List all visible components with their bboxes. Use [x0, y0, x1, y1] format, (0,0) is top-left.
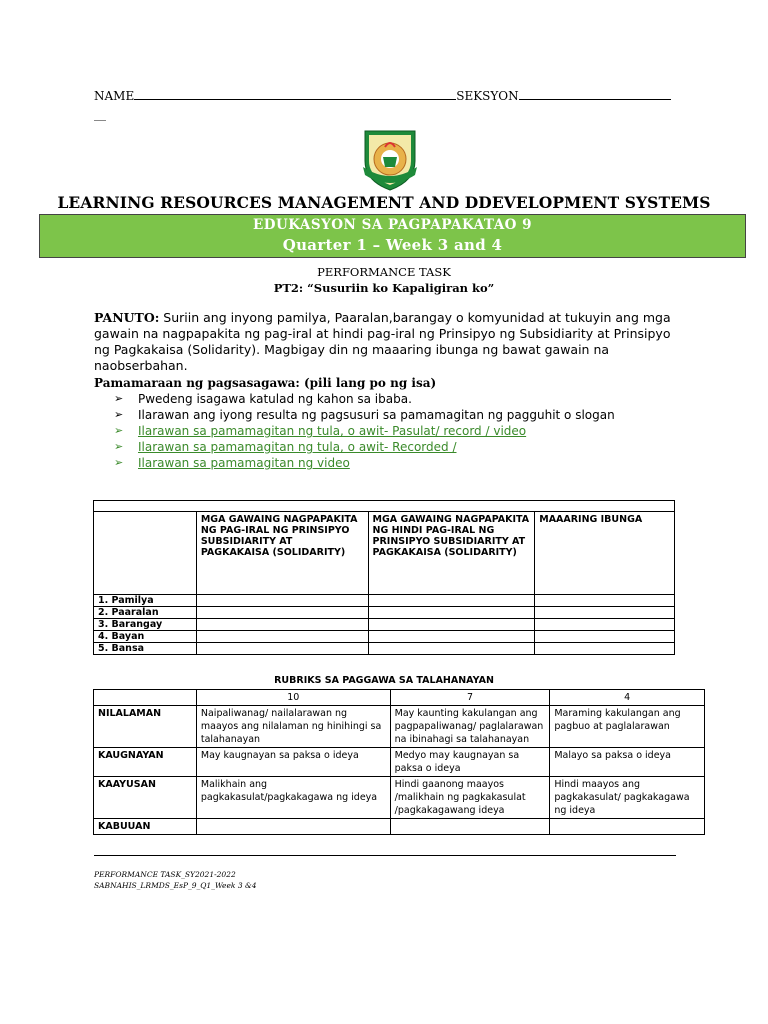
seksyon-label: SEKSYON	[456, 89, 519, 103]
activity-table	[93, 500, 675, 655]
table-cell[interactable]	[196, 819, 390, 835]
row-label: 1. Pamilya	[94, 595, 197, 607]
footer-line-1: PERFORMANCE TASK_SY2021-2022	[94, 870, 236, 879]
table-header-cell: MAAARING IBUNGA	[535, 512, 675, 595]
footer-divider	[94, 855, 676, 856]
instructions-text: Suriin ang inyong pamilya, Paaralan,barangay o komyunidad at tukuyin ang mga gawain na nagpapakita ng pag-iral at hindi pag-iral ng Prinsipyo ng Subsidiarity at Prinsipyo ng Pagkakaisa (Solidarity). Magbigay din ng maaaring ibunga ng bawat gawain na naobserbahan.	[94, 310, 671, 373]
criterion-label: KABUUAN	[94, 819, 197, 835]
procedure-heading: Pamamaraan ng pagsasagawa: (pili lang po ng isa)	[94, 376, 437, 390]
task-title: PERFORMANCE TASK	[317, 265, 451, 279]
table-cell[interactable]	[550, 819, 705, 835]
quarter-title: Quarter 1 – Week 3 and 4	[282, 236, 503, 254]
criterion-label: KAAYUSAN	[94, 777, 197, 819]
list-item-link[interactable]: Ilarawan sa pamamagitan ng tula, o awit- Pasulat/ record / video	[138, 424, 527, 438]
table-cell[interactable]	[196, 595, 368, 607]
arrow-bullet-icon: ➢	[114, 440, 124, 453]
table-cell[interactable]	[535, 631, 675, 643]
instructions-label: PANUTO:	[94, 310, 160, 325]
list-item	[114, 407, 674, 423]
name-blank[interactable]	[134, 89, 456, 100]
row-label: 2. Paaralan	[94, 607, 197, 619]
name-label: NAME	[94, 89, 135, 103]
table-cell[interactable]	[196, 607, 368, 619]
footer	[94, 869, 256, 891]
table-header-cell: MGA GAWAING NAGPAPAKITA NG PAG-IRAL NG PRINSIPYO SUBSIDIARITY AT PAGKAKAISA (SOLIDARITY)	[196, 512, 368, 595]
list-item[interactable]	[114, 455, 674, 471]
row-label: 4. Bayan	[94, 631, 197, 643]
instructions	[94, 310, 684, 374]
table-row	[94, 706, 705, 748]
arrow-bullet-icon: ➢	[114, 456, 124, 469]
score-header-cell: 7	[390, 690, 550, 706]
seksyon-continuation: __	[94, 107, 106, 121]
arrow-bullet-icon: ➢	[114, 392, 124, 405]
list-item-link[interactable]: Ilarawan sa pamamagitan ng video	[138, 456, 350, 470]
table-cell[interactable]	[368, 619, 535, 631]
table-cell[interactable]	[196, 619, 368, 631]
score-header-row	[94, 690, 705, 706]
footer-line-2: SABNAHIS_LRMDS_EsP_9_Q1_Week 3 &4	[94, 881, 257, 890]
school-seal-icon	[357, 127, 423, 193]
table-header-row	[94, 512, 675, 595]
table-top-row	[94, 501, 675, 512]
list-item-text: Pwedeng isagawa katulad ng kahon sa ibaba.	[138, 392, 412, 406]
table-cell: Medyo may kaugnayan sa paksa o ideya	[390, 748, 550, 777]
table-cell[interactable]	[535, 607, 675, 619]
task-subtitle: PT2: “Susuriin ko Kapaligiran ko”	[273, 281, 495, 295]
list-item-text: Ilarawan ang iyong resulta ng pagsusuri sa pamamagitan ng pagguhit o slogan	[138, 408, 615, 422]
table-row	[94, 631, 675, 643]
table-cell[interactable]	[535, 595, 675, 607]
table-cell[interactable]	[535, 619, 675, 631]
table-row	[94, 643, 675, 655]
table-row	[94, 777, 705, 819]
criterion-label: KAUGNAYAN	[94, 748, 197, 777]
row-label: 5. Bansa	[94, 643, 197, 655]
table-cell: May kaunting kakulangan ang pagpapaliwanag/ paglalarawan na ibinahagi sa talahanayan	[390, 706, 550, 748]
org-title: LEARNING RESOURCES MANAGEMENT AND DDEVELOPMENT SYSTEMS	[57, 193, 711, 212]
table-row	[94, 607, 675, 619]
table-header-cell	[94, 512, 197, 595]
table-cell[interactable]	[535, 643, 675, 655]
subject-title: EDUKASYON SA PAGPAPAKATAO 9	[252, 217, 533, 233]
procedure-list	[114, 391, 674, 471]
table-cell: Hindi maayos ang pagkakasulat/ pagkakagawa ng ideya	[550, 777, 705, 819]
seksyon-blank[interactable]	[519, 89, 671, 100]
table-cell[interactable]	[390, 819, 550, 835]
list-item[interactable]	[114, 439, 674, 455]
table-cell: Maraming kakulangan ang pagbuo at paglalarawan	[550, 706, 705, 748]
table-cell[interactable]	[368, 607, 535, 619]
table-cell: Naipaliwanag/ nailalarawan ng maayos ang nilalaman ng hinihingi sa talahanayan	[196, 706, 390, 748]
table-row	[94, 619, 675, 631]
score-header-cell: 4	[550, 690, 705, 706]
table-cell[interactable]	[368, 631, 535, 643]
arrow-bullet-icon: ➢	[114, 408, 124, 421]
row-label: 3. Barangay	[94, 619, 197, 631]
name-seksyon-line	[94, 89, 671, 103]
list-item	[114, 391, 674, 407]
criterion-label: NILALAMAN	[94, 706, 197, 748]
table-cell: Hindi gaanong maayos /malikhain ng pagkakasulat /pagkakagawang ideya	[390, 777, 550, 819]
table-cell[interactable]	[368, 595, 535, 607]
table-cell[interactable]	[368, 643, 535, 655]
arrow-bullet-icon: ➢	[114, 424, 124, 437]
table-cell: May kaugnayan sa paksa o ideya	[196, 748, 390, 777]
score-header-cell	[94, 690, 197, 706]
table-cell[interactable]	[196, 643, 368, 655]
rubrics-title: RUBRIKS SA PAGGAWA SA TALAHANAYAN	[274, 675, 494, 686]
score-header-cell: 10	[196, 690, 390, 706]
rubrics-table	[93, 689, 705, 835]
list-item[interactable]	[114, 423, 674, 439]
table-row	[94, 748, 705, 777]
table-cell: Malikhain ang pagkakasulat/pagkakagawa ng ideya	[196, 777, 390, 819]
table-header-cell: MGA GAWAING NAGPAPAKITA NG HINDI PAG-IRAL NG PRINSIPYO SUBSIDIARITY AT PAGKAKAISA (SOLIDARITY)	[368, 512, 535, 595]
table-row	[94, 819, 705, 835]
table-cell[interactable]	[196, 631, 368, 643]
table-row	[94, 595, 675, 607]
table-cell: Malayo sa paksa o ideya	[550, 748, 705, 777]
list-item-link[interactable]: Ilarawan sa pamamagitan ng tula, o awit- Recorded /	[138, 440, 457, 454]
